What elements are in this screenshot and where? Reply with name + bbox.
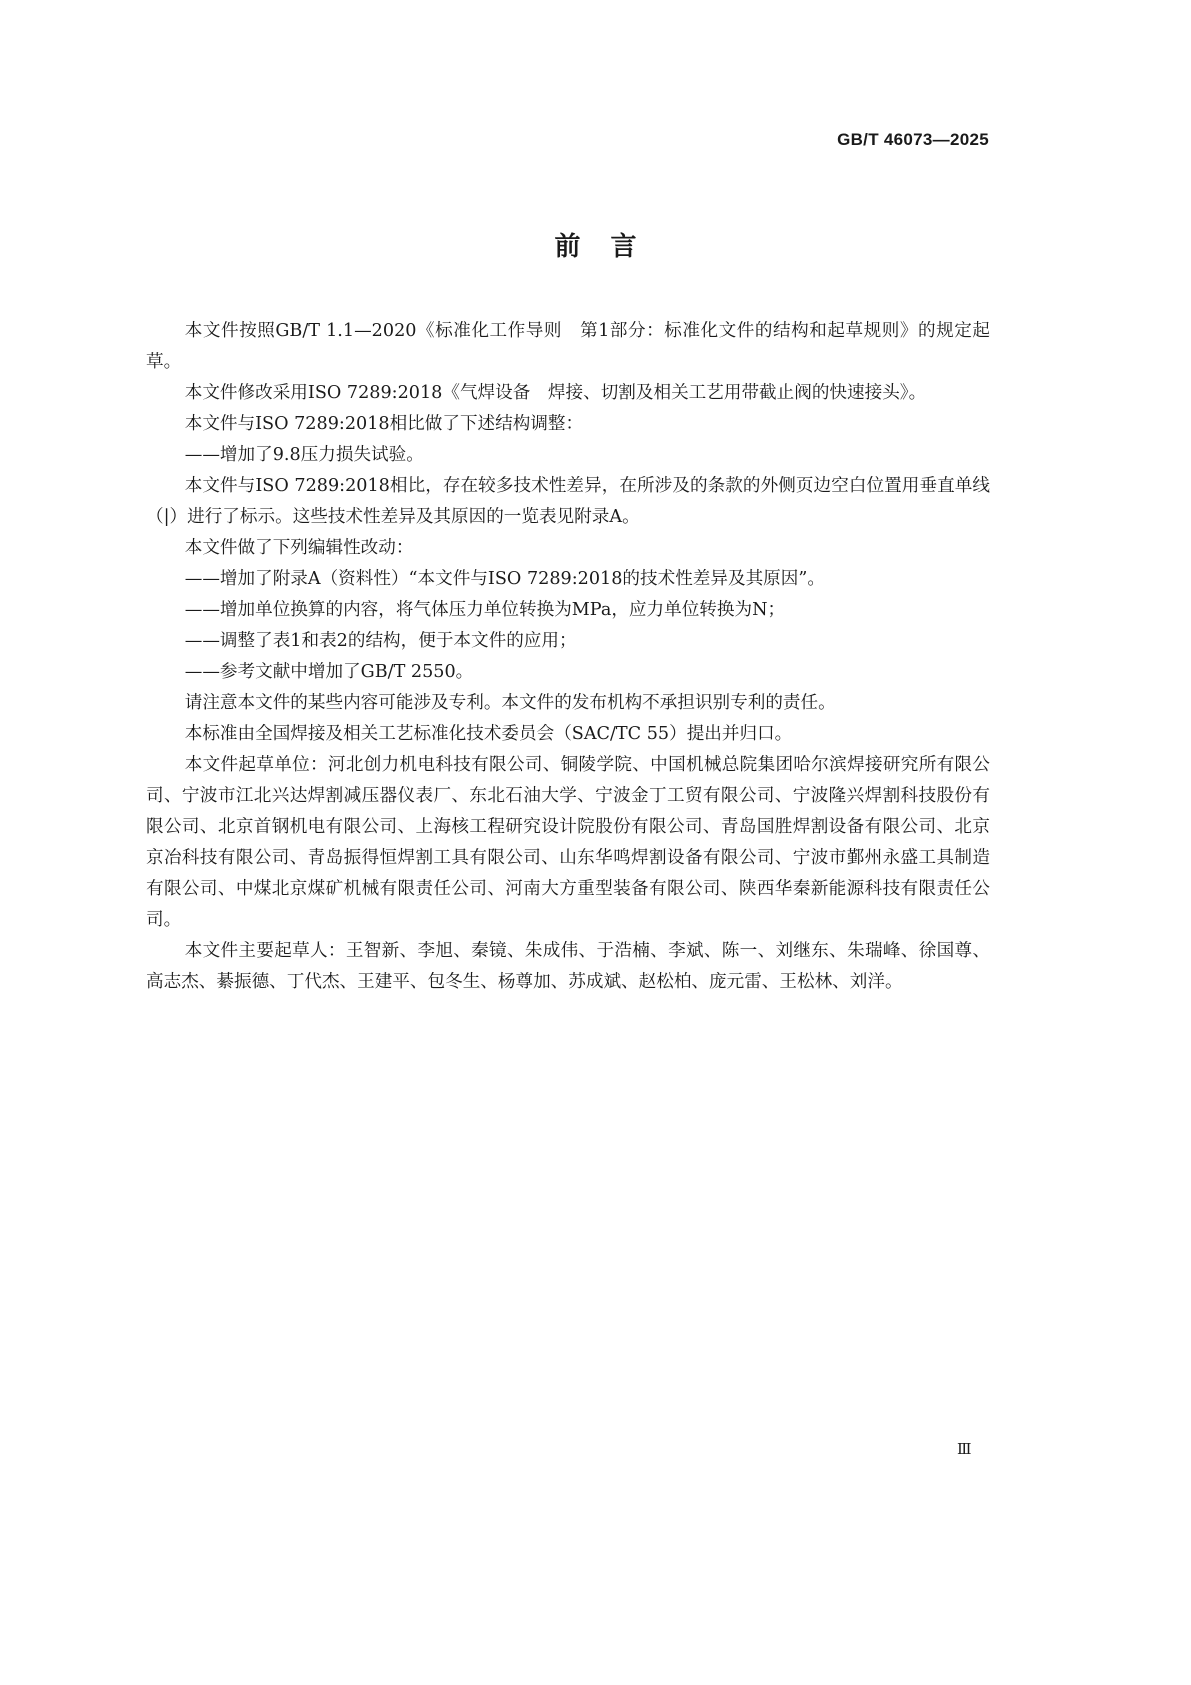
- page-number: Ⅲ: [957, 1440, 972, 1458]
- paragraph: 本文件主要起草人：王智新、李旭、秦镜、朱成伟、于浩楠、李斌、陈一、刘继东、朱瑞峰、徐国尊、高志杰、綦振德、丁代杰、王建平、包冬生、杨尊加、苏成斌、赵松柏、庞元雷、王松林、刘洋。: [146, 941, 990, 992]
- paragraph: 请注意本文件的某些内容可能涉及专利。本文件的发布机构不承担识别专利的责任。: [184, 693, 836, 713]
- list-item: ——参考文献中增加了GB/T 2550。: [184, 662, 474, 682]
- list-item: ——调整了表1和表2的结构，便于本文件的应用；: [184, 631, 577, 651]
- list-item: ——增加了9.8压力损失试验。: [184, 445, 424, 465]
- paragraph: 本文件与ISO 7289:2018相比，存在较多技术性差异，在所涉及的条款的外侧页边空白位置用垂直单线（|）进行了标示。这些技术性差异及其原因的一览表见附录A。: [146, 476, 990, 527]
- page-title: 前言: [554, 232, 667, 262]
- paragraph: 本标准由全国焊接及相关工艺标准化技术委员会（SAC/TC 55）提出并归口。: [184, 724, 793, 744]
- paragraph: 本文件起草单位：河北创力机电科技有限公司、铜陵学院、中国机械总院集团哈尔滨焊接研究所有限公司、宁波市江北兴达焊割减压器仪表厂、东北石油大学、宁波金丁工贸有限公司、宁波隆兴焊割科技股份有限公司、北京首钢机电有限公司、上海核工程研究设计院股份有限公司、青岛国胜焊割设备有限公司、北京京冶科技有限公司、青岛振得恒焊割工具有限公司、山东华鸣焊割设备有限公司、宁波市鄞州永盛工具制造有限公司、中煤北京煤矿机械有限责任公司、河南大方重型装备有限公司、陕西华秦新能源科技有限责任公司。: [146, 755, 990, 930]
- standard-code: GB/T 46073—2025: [837, 130, 989, 149]
- list-item: ——增加单位换算的内容，将气体压力单位转换为MPa，应力单位转换为N；: [184, 600, 786, 620]
- foreword-body: [146, 316, 990, 998]
- paragraph: 本文件做了下列编辑性改动：: [184, 538, 414, 558]
- list-item: ——增加了附录A（资料性）“本文件与ISO 7289:2018的技术性差异及其原因”。: [184, 569, 825, 589]
- paragraph: 本文件按照GB/T 1.1—2020《标准化工作导则 第1部分：标准化文件的结构和起草规则》的规定起草。: [146, 321, 990, 372]
- paragraph: 本文件与ISO 7289:2018相比做了下述结构调整：: [184, 414, 584, 434]
- paragraph: 本文件修改采用ISO 7289:2018《气焊设备 焊接、切割及相关工艺用带截止阀的快速接头》。: [184, 383, 927, 403]
